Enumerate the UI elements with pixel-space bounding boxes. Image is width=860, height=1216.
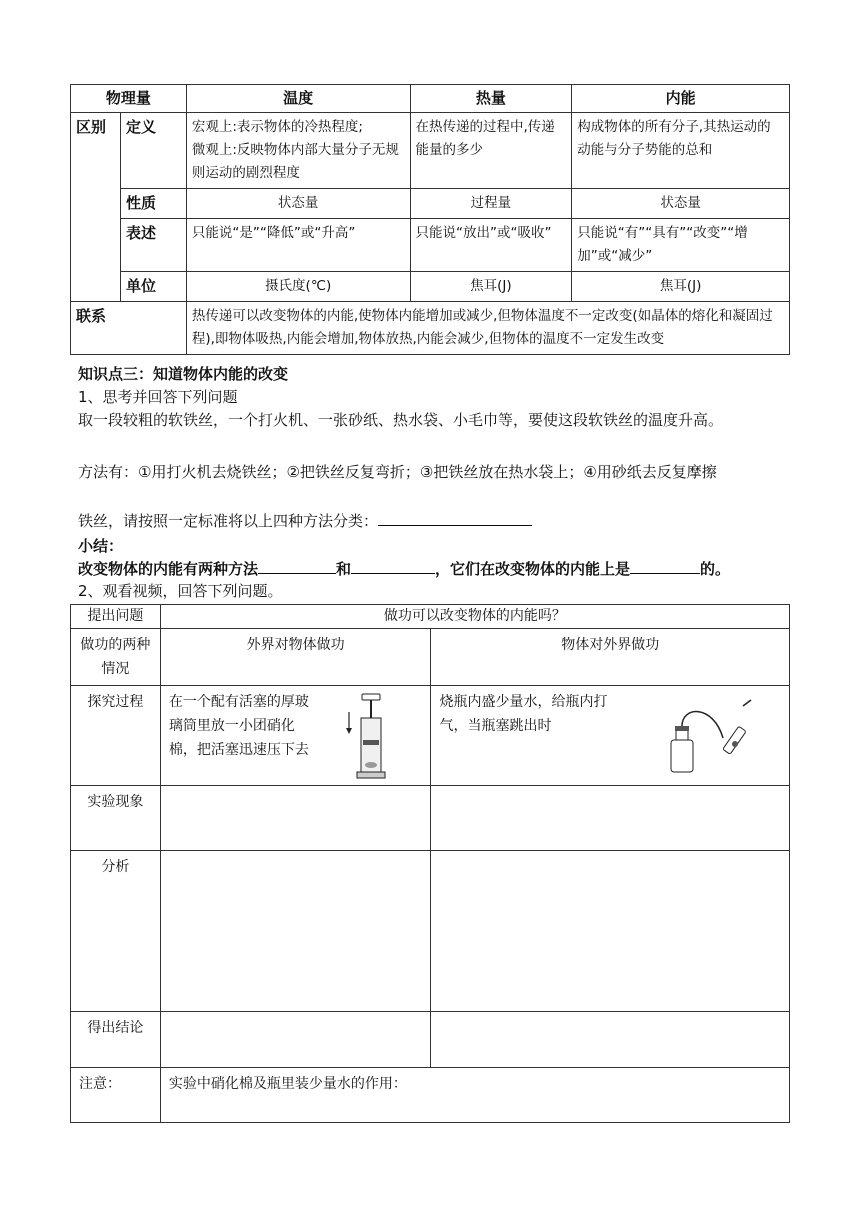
definition-heat: 在热传递的过程中,传递能量的多少: [410, 113, 572, 189]
unit-row: [71, 272, 790, 302]
phenomenon-external-answer[interactable]: [160, 786, 431, 851]
row-label-relation: 联系: [71, 302, 187, 355]
conclusion-row: [71, 1012, 790, 1068]
relation-text: 热传递可以改变物体的内能,使物体内能增加或减少,但物体温度不一定改变(如晶体的熔化和凝固过程),即物体吸热,内能会增加,物体放热,内能会减少,但物体的温度不一定发生改变: [186, 302, 789, 355]
summary-part-b: 和: [336, 560, 352, 578]
property-heat: 过程量: [410, 189, 572, 219]
case-object-work: 物体对外界做功: [431, 629, 790, 686]
phenomenon-object-answer[interactable]: [431, 786, 790, 851]
summary-sentence: [78, 558, 730, 580]
question-row: [71, 605, 790, 629]
expression-row: [71, 219, 790, 272]
question-1: 1、思考并回答下列问题: [78, 388, 238, 406]
summary-part-c: ，它们在改变物体的内能上是: [435, 560, 631, 578]
note-row: [71, 1068, 790, 1123]
phenomenon-row: [71, 786, 790, 851]
question-1-classify: [78, 510, 532, 532]
label-question: 提出问题: [71, 605, 161, 629]
label-note: 注意：: [71, 1068, 161, 1123]
row-label-definition: 定义: [120, 113, 186, 189]
note-text: 实验中硝化棉及瓶里装少量水的作用：: [160, 1068, 789, 1123]
label-analysis: 分析: [71, 851, 161, 1012]
analysis-row: [71, 851, 790, 1012]
expression-heat: 只能说“放出”或“吸收”: [410, 219, 572, 272]
definition-internal-energy: 构成物体的所有分子,其热运动的动能与分子势能的总和: [572, 113, 790, 189]
unit-heat: 焦耳(J): [410, 272, 572, 302]
header-quantity: 物理量: [71, 85, 187, 113]
property-temperature: 状态量: [186, 189, 410, 219]
summary-blank-2[interactable]: [351, 558, 435, 574]
label-two-cases: 做功的两种情况: [71, 629, 161, 686]
process-object-cell: [431, 686, 790, 786]
definition-row: [71, 113, 790, 189]
unit-temperature: 摄氏度(℃): [186, 272, 410, 302]
definition-temperature-macro: 宏观上:表示物体的冷热程度;: [191, 119, 363, 135]
process-external-cell: [160, 686, 431, 786]
definition-temperature: [186, 113, 410, 189]
analysis-object-answer[interactable]: [431, 851, 790, 1012]
label-conclusion: 得出结论: [71, 1012, 161, 1068]
summary-blank-3[interactable]: [630, 558, 700, 574]
summary-part-a: 改变物体的内能有两种方法: [78, 560, 259, 578]
question-1-methods: 方法有：①用打火机去烧铁丝；②把铁丝反复弯折；③把铁丝放在热水袋上；④用砂纸去反复摩擦: [78, 463, 717, 481]
question-2: 2、观看视频，回答下列问题。: [78, 582, 283, 600]
question-text: 做功可以改变物体的内能吗？: [160, 605, 789, 629]
definition-temperature-micro: 微观上:反映物体内部大量分子无规则运动的剧烈程度: [191, 142, 399, 181]
property-internal-energy: 状态量: [572, 189, 790, 219]
header-row: [71, 85, 790, 113]
group-label-difference: 区别: [71, 113, 121, 302]
summary-blank-1[interactable]: [258, 558, 336, 574]
process-object-text: 烧瓶内盛少量水，给瓶内打气，当瓶塞跳出时: [439, 694, 608, 734]
process-row: [71, 686, 790, 786]
question-1-intro: 取一段较粗的软铁丝，一个打火机、一张砂纸、热水袋、小毛巾等，要使这段软铁丝的温度升高。: [78, 411, 724, 429]
summary-part-d: 的。: [700, 560, 731, 578]
case-external-work: 外界对物体做功: [160, 629, 431, 686]
label-phenomenon: 实验现象: [71, 786, 161, 851]
expression-temperature: 只能说“是”“降低”或“升高”: [186, 219, 410, 272]
relation-row: [71, 302, 790, 355]
header-heat: 热量: [410, 85, 572, 113]
property-row: [71, 189, 790, 219]
process-external-text: 在一个配有活塞的厚玻璃筒里放一小团硝化棉，把活塞迅速压下去: [168, 694, 309, 758]
row-label-unit: 单位: [120, 272, 186, 302]
header-temperature: 温度: [186, 85, 410, 113]
header-internal-energy: 内能: [572, 85, 790, 113]
flask-pump-icon: [665, 698, 765, 778]
row-label-expression: 表述: [120, 219, 186, 272]
label-process: 探究过程: [71, 686, 161, 786]
classify-answer-blank[interactable]: [378, 510, 532, 526]
analysis-external-answer[interactable]: [160, 851, 431, 1012]
experiment-table: [70, 604, 790, 1123]
comparison-table: [70, 84, 790, 355]
section-title: 知识点三：知道物体内能的改变: [78, 365, 289, 383]
summary-label: 小结：: [78, 537, 124, 555]
unit-internal-energy: 焦耳(J): [572, 272, 790, 302]
piston-cylinder-icon: [344, 690, 396, 782]
row-label-property: 性质: [120, 189, 186, 219]
expression-internal-energy: 只能说“有”“具有”“改变”“增加”或“减少”: [572, 219, 790, 272]
cases-row: [71, 629, 790, 686]
conclusion-external-answer[interactable]: [160, 1012, 431, 1068]
conclusion-object-answer[interactable]: [431, 1012, 790, 1068]
classify-prompt: 铁丝，请按照一定标准将以上四种方法分类：: [78, 512, 379, 530]
